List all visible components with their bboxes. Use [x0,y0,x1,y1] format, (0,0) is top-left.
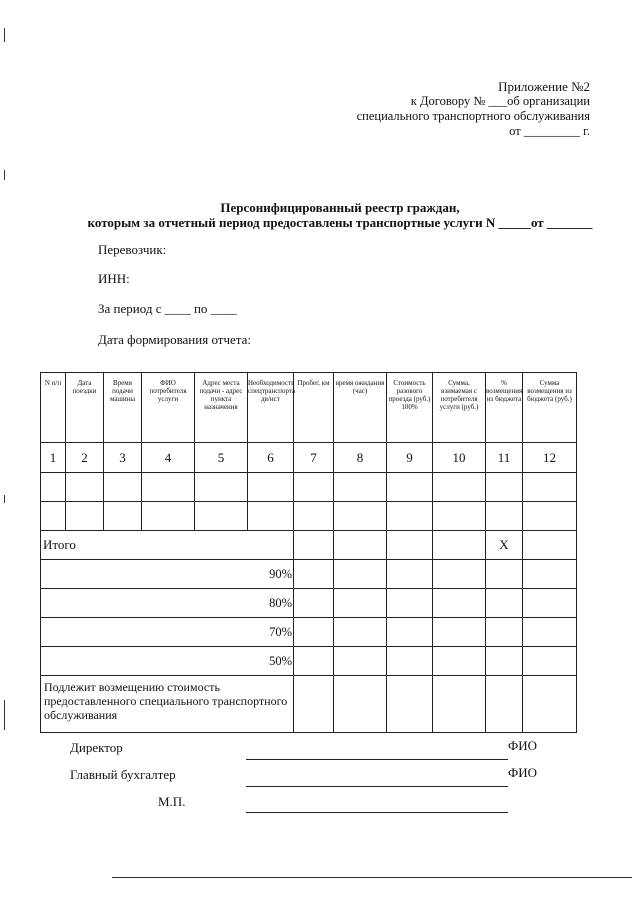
table-cell [523,531,577,560]
table-row [41,473,577,502]
column-header: Дата поездки [66,373,104,443]
table-cell [433,589,486,618]
appendix-line: Приложение №2 [498,79,590,94]
seal-label: М.П. [158,794,186,809]
table-cell [486,589,523,618]
table-cell [387,560,433,589]
column-header: Адрес места подачи - адрес пункта назначения [195,373,248,443]
column-number-row [41,443,577,473]
table-cell [387,647,433,676]
table-cell [523,618,577,647]
column-number: 6 [248,443,294,473]
registry-table [40,372,577,733]
accountant-signature-line [246,786,508,787]
table-cell [142,473,195,502]
table-cell [334,618,387,647]
table-cell [433,502,486,531]
table-cell [387,531,433,560]
column-number: 1 [41,443,66,473]
table-cell [334,647,387,676]
column-number: 7 [294,443,334,473]
scan-margin-mark [4,495,5,503]
table-cell [523,560,577,589]
carrier-field: Перевозчик: [98,242,167,257]
table-cell [294,531,334,560]
title-line: которым за отчетный период предоставлены транспортные услуги N _____от _______ [87,215,593,230]
column-header: % возмещения из бюджета [486,373,523,443]
accountant-fio-label: ФИО [508,765,538,780]
table-cell [248,502,294,531]
column-header: N п/п [41,373,66,443]
director-signature-line [246,759,508,760]
table-cell [523,676,577,733]
table-cell [334,560,387,589]
percent-row [41,589,577,618]
column-header: Сумма возмещения из бюджета (руб.) [523,373,577,443]
reimbursement-label: Подлежит возмещению стоимость предоставленного специального транспортного обслуживания [41,676,294,733]
table-cell [433,531,486,560]
scan-margin-mark [4,700,5,730]
table-row [41,502,577,531]
table-cell [433,560,486,589]
table-cell [334,531,387,560]
director-fio-label: ФИО [508,738,538,753]
table-cell [523,647,577,676]
table-cell [66,473,104,502]
column-number: 2 [66,443,104,473]
chief-accountant-label: Главный бухгалтер [70,767,176,782]
column-number: 10 [433,443,486,473]
percent-label: 90% [41,560,294,589]
percent-label: 70% [41,618,294,647]
table-cell [334,589,387,618]
column-number: 4 [142,443,195,473]
seal-line [246,812,508,813]
table-header-row [41,373,577,443]
appendix-header [357,79,590,139]
table-cell [294,676,334,733]
table-cell [104,473,142,502]
table-cell [433,676,486,733]
table-cell [66,502,104,531]
percent-row [41,647,577,676]
table-cell [387,589,433,618]
total-label: Итого [41,531,294,560]
appendix-line: от _________ г. [509,124,590,138]
scan-margin-mark [4,28,5,42]
column-number: 5 [195,443,248,473]
total-row [41,531,577,560]
scan-margin-mark [4,170,5,180]
table-cell [486,647,523,676]
inn-field: ИНН: [98,271,130,286]
table-cell [523,502,577,531]
column-header: Время подачи машины [104,373,142,443]
table-cell [433,618,486,647]
table-cell [294,589,334,618]
percent-row [41,560,577,589]
column-header: время ожидания (час) [334,373,387,443]
table-cell [41,473,66,502]
column-number: 11 [486,443,523,473]
table-cell [334,473,387,502]
column-header: Необходимость спецтранспорта дв/ист [248,373,294,443]
table-cell [523,589,577,618]
percent-label: 80% [41,589,294,618]
column-number: 9 [387,443,433,473]
column-header: Пробег, км [294,373,334,443]
table-cell [294,560,334,589]
table-cell [523,473,577,502]
column-number: 8 [334,443,387,473]
reimbursement-row [41,676,577,733]
table-cell [486,473,523,502]
table-cell [294,502,334,531]
table-cell [387,676,433,733]
director-label: Директор [70,740,123,755]
table-cell [334,676,387,733]
percent-row [41,618,577,647]
column-number: 3 [104,443,142,473]
period-field: За период с ____ по ____ [98,301,237,316]
table-cell [334,502,387,531]
column-header: Сумма, взимаемая с потребителя услуги (руб.) [433,373,486,443]
table-cell [142,502,195,531]
appendix-line: специального транспортного обслуживания [356,109,590,123]
report-date-field: Дата формирования отчета: [98,332,251,347]
appendix-line: к Договору № ___об организации [410,94,590,108]
table-cell [104,502,142,531]
table-cell [486,676,523,733]
column-header: ФИО потребителя услуги [142,373,195,443]
scan-bottom-line [112,877,632,878]
table-cell [486,502,523,531]
table-cell [41,502,66,531]
table-cell [387,502,433,531]
table-cell [294,618,334,647]
title-line: Персонифицированный реестр граждан, [220,200,460,215]
table-cell [433,473,486,502]
table-cell [195,473,248,502]
table-cell [294,647,334,676]
table-cell [486,618,523,647]
x-mark: Х [486,531,523,560]
column-header: Стоимость разового проезда (руб.) 100% [387,373,433,443]
table-cell [486,560,523,589]
table-cell [294,473,334,502]
table-cell [387,473,433,502]
column-number: 12 [523,443,577,473]
percent-label: 50% [41,647,294,676]
table-cell [387,618,433,647]
document-title [40,200,640,230]
table-cell [195,502,248,531]
table-cell [248,473,294,502]
table-cell [433,647,486,676]
